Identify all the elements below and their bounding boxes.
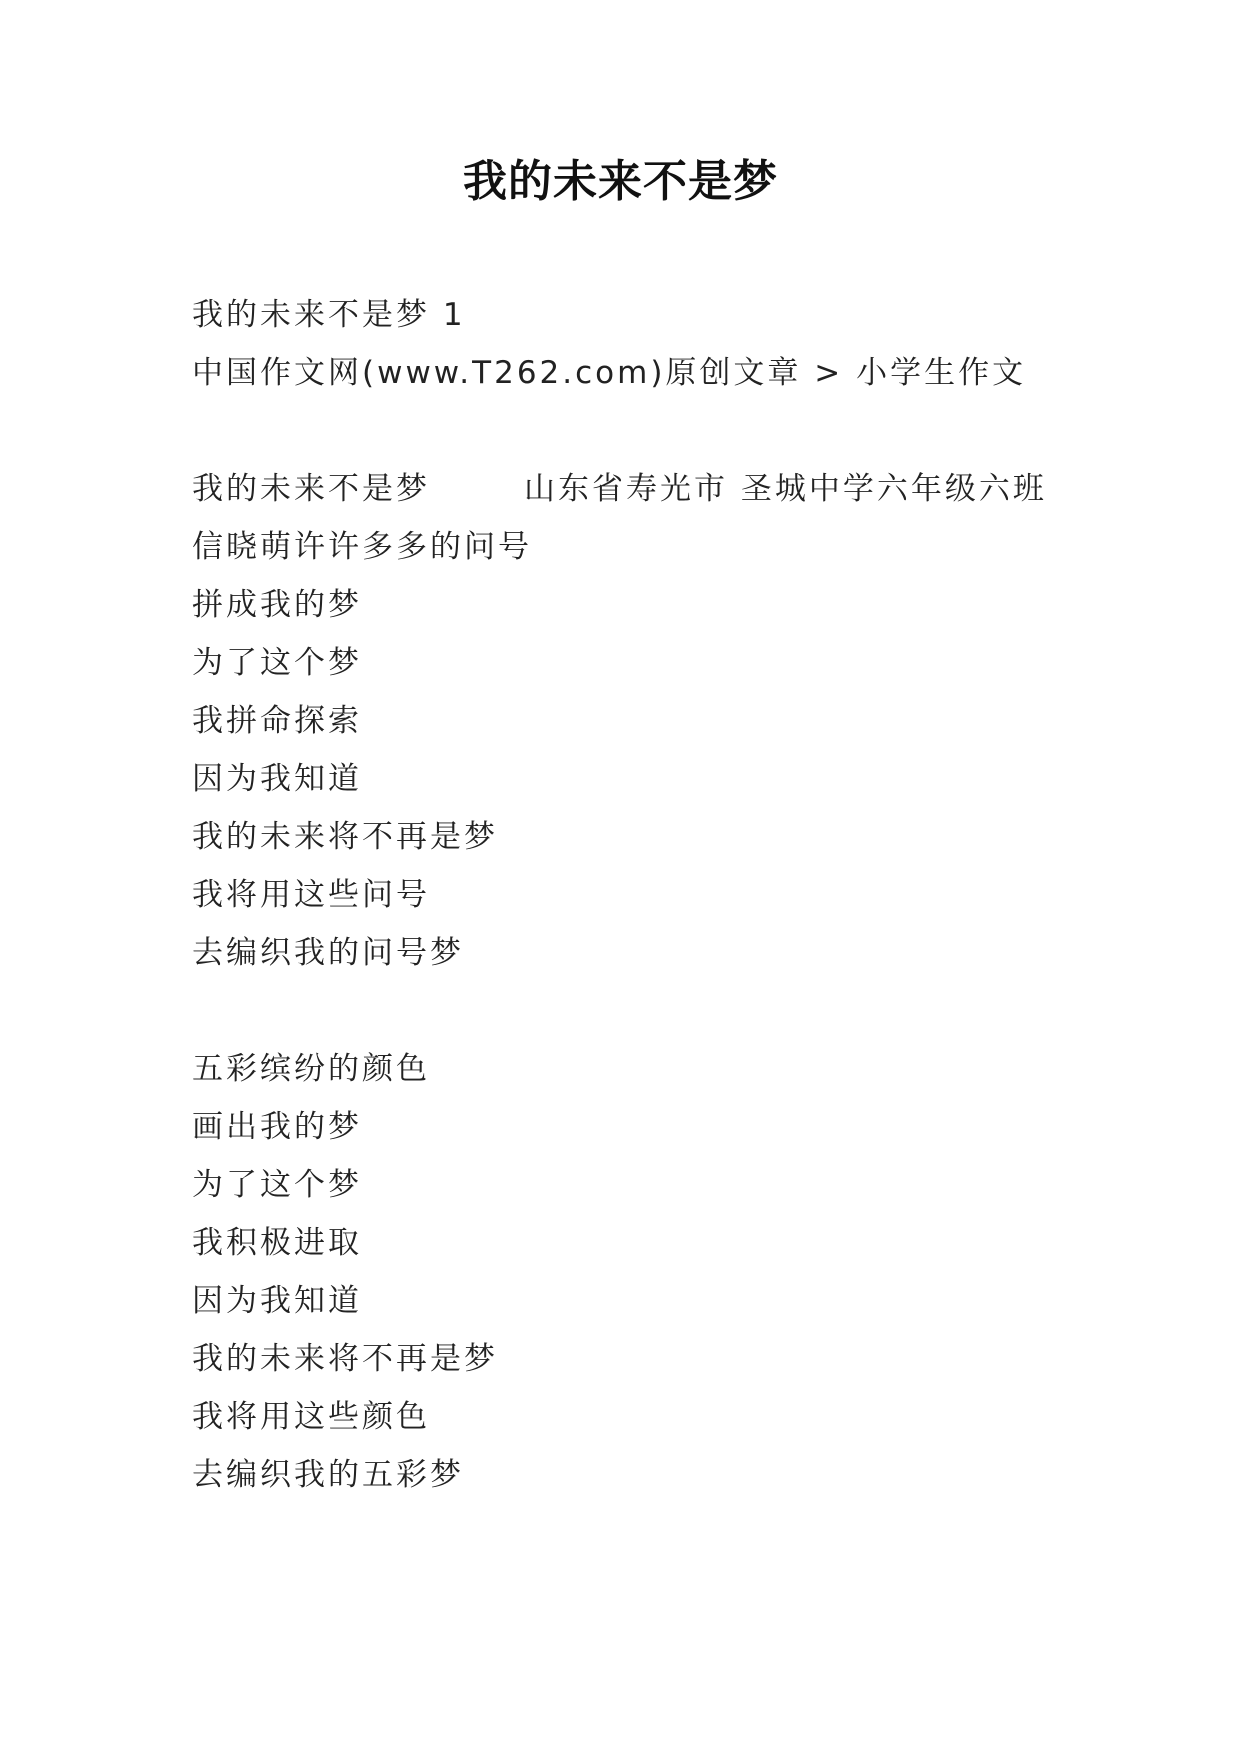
poem-line: 拼成我的梦	[192, 587, 362, 623]
poem-line: 因为我知道	[192, 1283, 362, 1319]
poem-line: 我的未来将不再是梦	[192, 819, 498, 855]
poem-line: 为了这个梦	[192, 1167, 362, 1203]
poem-line: 我将用这些颜色	[192, 1399, 430, 1435]
poem-line: 我将用这些问号	[192, 877, 430, 913]
poem-line: 画出我的梦	[192, 1109, 362, 1145]
byline-school: 山东省寿光市 圣城中学六年级六班	[524, 471, 1047, 507]
poem-line: 去编织我的五彩梦	[192, 1457, 464, 1493]
byline-poem-title: 我的未来不是梦	[192, 471, 430, 507]
source-line: 中国作文网(www.T262.com)原创文章 > 小学生作文	[192, 355, 1027, 391]
poem-line: 我积极进取	[192, 1225, 362, 1261]
poem-line: 因为我知道	[192, 761, 362, 797]
section-heading: 我的未来不是梦 1	[192, 297, 466, 333]
poem-line: 五彩缤纷的颜色	[192, 1051, 430, 1087]
poem-line: 我拼命探索	[192, 703, 362, 739]
poem-line: 去编织我的问号梦	[192, 935, 464, 971]
document-title: 我的未来不是梦	[463, 156, 778, 207]
poem-line: 我的未来将不再是梦	[192, 1341, 498, 1377]
poem-line: 信晓萌许许多多的问号	[192, 529, 532, 565]
poem-line: 为了这个梦	[192, 645, 362, 681]
